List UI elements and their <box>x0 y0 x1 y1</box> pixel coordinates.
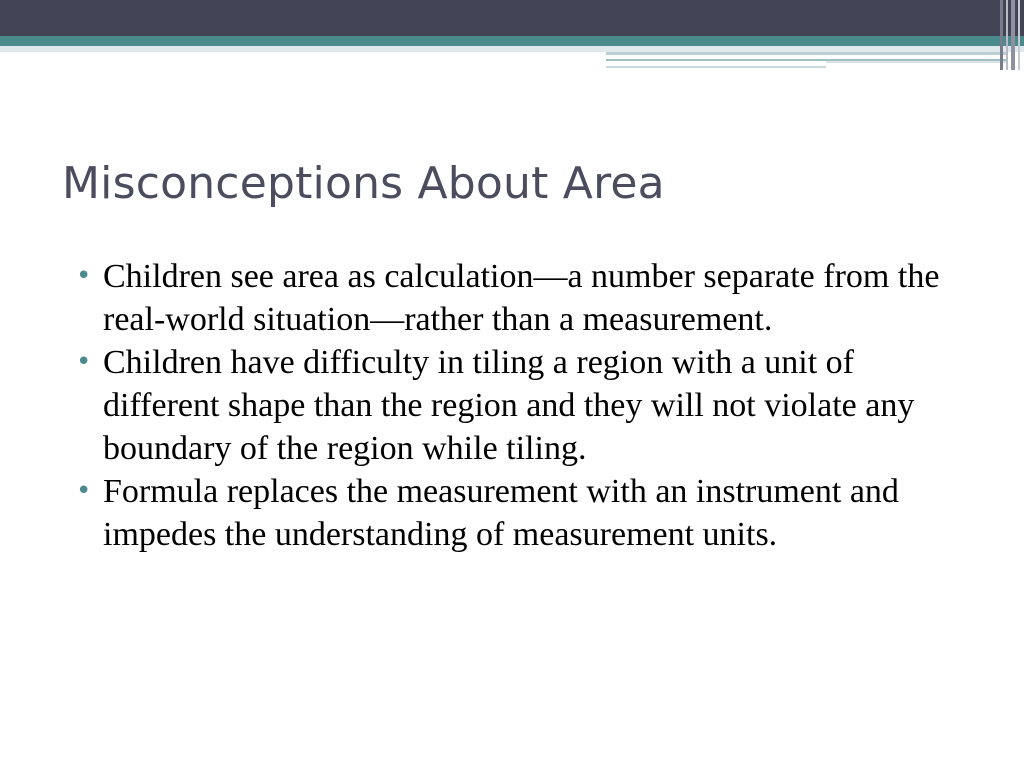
bullet-item <box>76 470 966 556</box>
bullet-item <box>76 341 966 470</box>
bullet-mark: • <box>76 347 92 377</box>
bullet-list <box>76 255 966 556</box>
header-corner-stripes <box>1000 0 1024 70</box>
header-teal-band <box>0 36 1024 46</box>
header-accent-line <box>606 66 826 68</box>
slide-title: Misconceptions About Area <box>62 158 665 209</box>
header-accent-line <box>606 52 1006 55</box>
bullet-text: Children have difficulty in tiling a region with a unit of different shape than the region and they will not violate any boundary of the region while tiling. <box>103 344 915 467</box>
bullet-text: Children see area as calculation—a number separate from the real-world situation—rather than a measurement. <box>103 258 940 338</box>
header-dark-band <box>0 0 1024 36</box>
bullet-mark: • <box>76 261 92 291</box>
header-accent-line <box>826 61 1006 63</box>
bullet-item <box>76 255 966 341</box>
bullet-text: Formula replaces the measurement with an instrument and impedes the understanding of measurement units. <box>103 473 899 553</box>
bullet-mark: • <box>76 476 92 506</box>
